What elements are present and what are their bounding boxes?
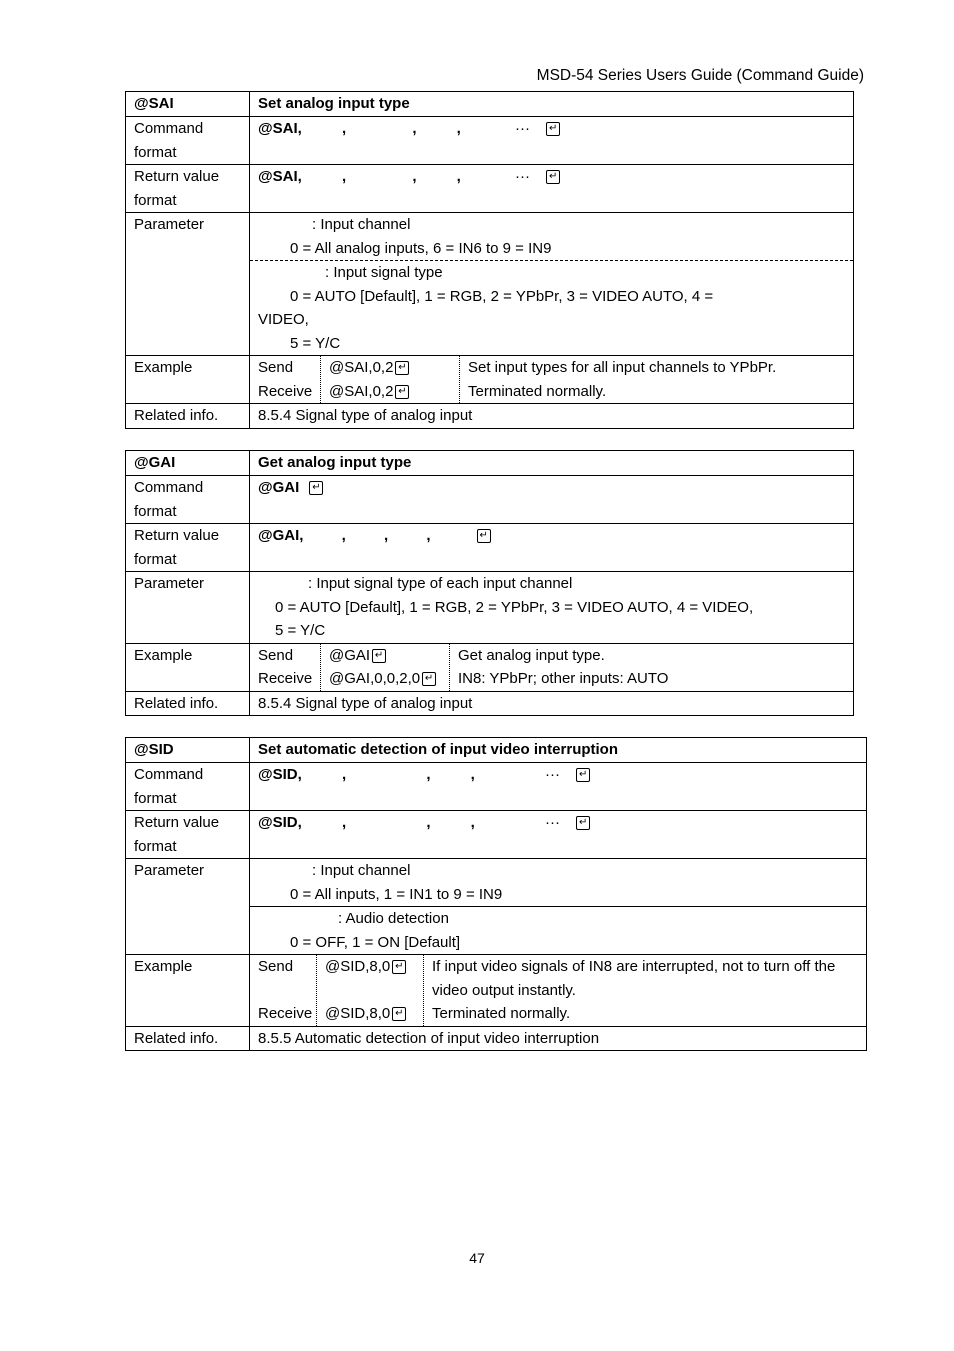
sid-param1-values: 0 = All inputs, 1 = IN1 to 9 = IN9 bbox=[290, 885, 503, 903]
sid-ex-recv-cmd: @SID,8,0 bbox=[325, 1005, 391, 1022]
gai-return-format bbox=[250, 524, 854, 572]
gai-fmt-cmd: @GAI bbox=[258, 479, 300, 496]
sai-ex-recv-cmd: @SAI,0,2 bbox=[329, 382, 394, 400]
sid-fmt-comma: , bbox=[341, 766, 347, 783]
sai-parameters bbox=[250, 213, 854, 356]
sai-ex-send-label: Send bbox=[258, 359, 294, 376]
sid-command-format bbox=[250, 763, 867, 811]
sai-ex-recv-label: Receive bbox=[258, 382, 313, 400]
sai-param2-values-2: VIDEO, bbox=[258, 311, 309, 328]
sai-fmt-comma: , bbox=[341, 120, 347, 137]
return-key-icon: ↵ bbox=[392, 960, 406, 974]
sid-command-title: Set automatic detection of input video interruption bbox=[250, 738, 867, 763]
sai-ex-send-desc: Set input types for all input channels to YPbPr. bbox=[468, 359, 777, 376]
sid-label-example: Example bbox=[126, 955, 250, 1027]
sai-related-info: 8.5.4 Signal type of analog input bbox=[250, 404, 854, 429]
sai-return-format bbox=[250, 165, 854, 213]
sai-ret-comma: , bbox=[456, 168, 461, 185]
sid-fmt-dots: ··· bbox=[545, 766, 561, 783]
gai-ex-send-label: Send bbox=[258, 646, 294, 664]
gai-command-title: Get analog input type bbox=[250, 451, 854, 476]
gai-ex-send-desc: Get analog input type. bbox=[458, 646, 605, 664]
return-key-icon: ↵ bbox=[546, 170, 560, 184]
sai-ex-recv-desc: Terminated normally. bbox=[468, 382, 607, 400]
sai-label-command-format: Command format bbox=[126, 117, 250, 165]
sid-ex-recv-desc: Terminated normally. bbox=[432, 1005, 571, 1022]
sid-related-info: 8.5.5 Automatic detection of input video interruption bbox=[250, 1026, 867, 1051]
gai-example bbox=[250, 643, 854, 691]
sid-ret-dots: ··· bbox=[545, 814, 561, 831]
sid-command-table bbox=[125, 737, 867, 1051]
sai-label-parameter: Parameter bbox=[126, 213, 250, 356]
sid-ret-cmd: @SID, bbox=[258, 814, 302, 831]
gai-command-name: @GAI bbox=[126, 451, 250, 476]
sid-ex-send-label: Send bbox=[258, 958, 294, 975]
gai-ret-comma: , bbox=[383, 527, 389, 544]
sai-param2-desc: : Input signal type bbox=[325, 264, 443, 281]
return-key-icon: ↵ bbox=[576, 768, 590, 782]
gai-command-format bbox=[250, 476, 854, 524]
sai-ret-cmd: @SAI, bbox=[258, 168, 302, 185]
sid-param2-desc: : Audio detection bbox=[338, 910, 449, 927]
sid-return-format bbox=[250, 811, 867, 859]
return-key-icon: ↵ bbox=[395, 361, 409, 375]
sai-param1-values: 0 = All analog inputs, 6 = IN6 to 9 = IN9 bbox=[290, 239, 552, 257]
sid-example bbox=[250, 955, 867, 1027]
sid-ret-comma: , bbox=[470, 814, 475, 831]
sai-param2-values-1: 0 = AUTO [Default], 1 = RGB, 2 = YPbPr, 3 = VIDEO AUTO, 4 = bbox=[290, 287, 714, 305]
return-key-icon: ↵ bbox=[576, 816, 590, 830]
sai-command-title: Set analog input type bbox=[250, 92, 854, 117]
sai-fmt-dots: ··· bbox=[515, 120, 531, 137]
return-key-icon: ↵ bbox=[477, 529, 491, 543]
gai-ex-send-cmd: @GAI bbox=[329, 646, 371, 664]
gai-label-command-format: Command format bbox=[126, 476, 250, 524]
sai-fmt-comma: , bbox=[412, 120, 417, 137]
sid-fmt-comma: , bbox=[470, 766, 475, 783]
gai-command-table bbox=[125, 450, 854, 716]
gai-param1-values-2: 5 = Y/C bbox=[275, 622, 326, 639]
sid-ex-send-cmd: @SID,8,0 bbox=[325, 958, 391, 975]
gai-ret-comma: , bbox=[426, 527, 431, 544]
gai-ex-recv-cmd: @GAI,0,0,2,0 bbox=[329, 670, 421, 687]
return-key-icon: ↵ bbox=[392, 1007, 406, 1021]
sai-label-example: Example bbox=[126, 356, 250, 404]
sid-fmt-cmd: @SID, bbox=[258, 766, 302, 783]
sid-label-parameter: Parameter bbox=[126, 859, 250, 955]
gai-related-info: 8.5.4 Signal type of analog input bbox=[250, 691, 854, 716]
gai-label-example: Example bbox=[126, 643, 250, 691]
sai-ret-comma: , bbox=[412, 168, 417, 185]
sai-label-return-format: Return value format bbox=[126, 165, 250, 213]
sai-command-format bbox=[250, 117, 854, 165]
sid-ret-comma: , bbox=[426, 814, 431, 831]
sai-fmt-comma: , bbox=[456, 120, 461, 137]
gai-label-parameter: Parameter bbox=[126, 572, 250, 644]
gai-ret-cmd: @GAI, bbox=[258, 527, 304, 544]
sid-fmt-comma: , bbox=[426, 766, 431, 783]
gai-ex-recv-label: Receive bbox=[258, 670, 313, 687]
sai-command-table bbox=[125, 91, 854, 429]
gai-parameters bbox=[250, 572, 854, 644]
return-key-icon: ↵ bbox=[372, 649, 386, 663]
sid-param2-values: 0 = OFF, 1 = ON [Default] bbox=[290, 933, 461, 951]
sai-label-related: Related info. bbox=[126, 404, 250, 429]
sai-ex-send-cmd: @SAI,0,2 bbox=[329, 359, 394, 376]
sid-label-return-format: Return value format bbox=[126, 811, 250, 859]
sid-parameters bbox=[250, 859, 867, 955]
sai-example bbox=[250, 356, 854, 404]
gai-label-related: Related info. bbox=[126, 691, 250, 716]
page-number: 47 bbox=[469, 1250, 485, 1266]
gai-label-return-format: Return value format bbox=[126, 524, 250, 572]
sid-ex-send-desc: If input video signals of IN8 are interrupted, not to turn off the video output instantly. bbox=[432, 958, 836, 999]
page-header: MSD-54 Series Users Guide (Command Guide) bbox=[536, 67, 864, 84]
gai-param1-desc: : Input signal type of each input channel bbox=[308, 575, 573, 592]
return-key-icon: ↵ bbox=[395, 385, 409, 399]
sai-ret-comma: , bbox=[341, 168, 347, 185]
sai-command-name: @SAI bbox=[126, 92, 250, 117]
return-key-icon: ↵ bbox=[546, 122, 560, 136]
return-key-icon: ↵ bbox=[309, 481, 323, 495]
sid-label-command-format: Command format bbox=[126, 763, 250, 811]
sid-label-related: Related info. bbox=[126, 1026, 250, 1051]
gai-ret-comma: , bbox=[341, 527, 346, 544]
gai-ex-recv-desc: IN8: YPbPr; other inputs: AUTO bbox=[458, 670, 669, 687]
return-key-icon: ↵ bbox=[422, 672, 436, 686]
sai-fmt-cmd: @SAI, bbox=[258, 120, 302, 137]
gai-param1-values-1: 0 = AUTO [Default], 1 = RGB, 2 = YPbPr, 3 = VIDEO AUTO, 4 = VIDEO, bbox=[275, 598, 754, 616]
sid-ret-comma: , bbox=[341, 814, 347, 831]
sid-ex-recv-label: Receive bbox=[258, 1005, 313, 1022]
sai-param2-values-3: 5 = Y/C bbox=[290, 334, 341, 352]
sai-param1-desc: : Input channel bbox=[312, 216, 411, 233]
sai-ret-dots: ··· bbox=[515, 168, 531, 185]
sid-param1-desc: : Input channel bbox=[312, 862, 411, 879]
sid-command-name: @SID bbox=[126, 738, 250, 763]
